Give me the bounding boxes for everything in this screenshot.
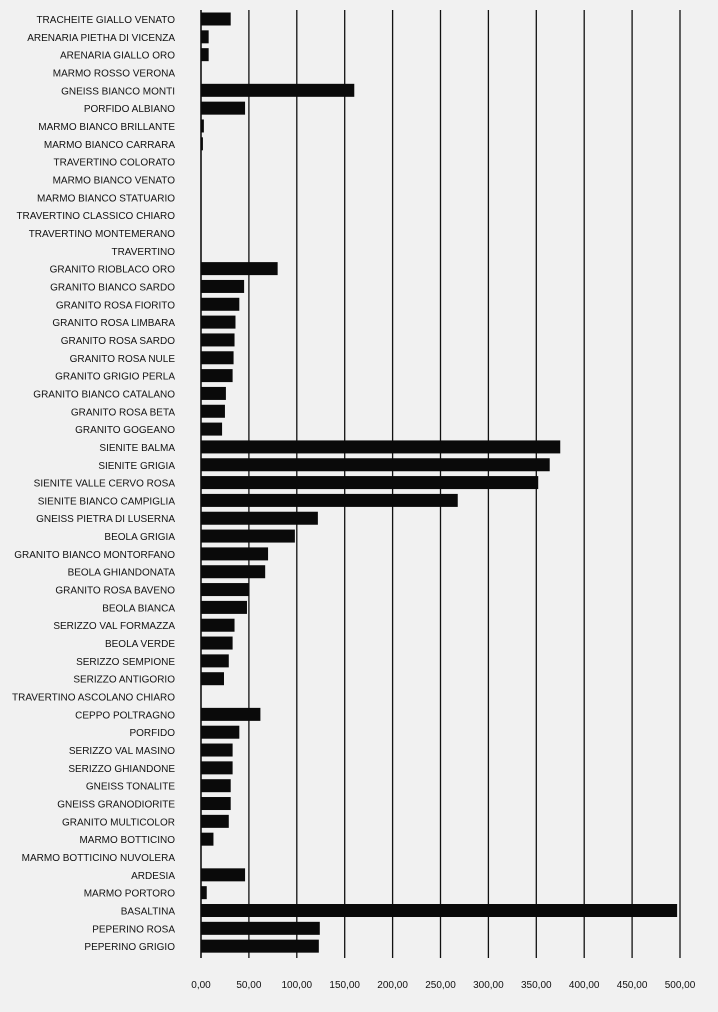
bar [201,458,550,471]
category-label: BEOLA BIANCA [102,603,175,615]
bar [201,904,677,917]
bar [201,333,235,346]
bar [201,476,538,489]
x-tick-label: 500,00 [664,980,696,991]
bar [201,298,239,311]
bar [201,280,244,293]
category-label: MARMO BIANCO STATUARIO [37,193,175,205]
bar [201,102,245,115]
category-label: MARMO ROSSO VERONA [52,68,175,80]
x-tick-label: 50,00 [236,980,262,991]
x-tick-label: 350,00 [521,980,552,991]
x-tick-label: 400,00 [568,980,600,991]
category-label: PORFIDO ALBIANO [83,104,175,116]
bar [201,440,560,453]
bar [201,601,247,614]
category-label: SERIZZO ANTIGORIO [73,674,175,686]
category-label: PORFIDO [129,728,175,740]
category-label: MARMO BOTTICINO NUVOLERA [21,853,175,865]
bar [201,868,245,881]
category-label: SIENITE GRIGIA [98,460,175,472]
bar [201,13,231,26]
category-label: GRANITO ROSA NULE [69,353,175,365]
bar [201,387,226,400]
bar [201,726,239,739]
category-label: TRAVERTINO MONTEMERANO [28,228,175,240]
bar [201,547,268,560]
category-label: GRANITO GOGEANO [75,425,175,437]
bar [201,583,249,596]
category-label: PEPERINO GRIGIO [84,942,175,954]
category-label: CEPPO POLTRAGNO [75,710,175,722]
category-label: GRANITO BIANCO CATALANO [33,389,175,401]
bar [201,744,233,757]
bar [201,316,235,329]
category-label: PEPERINO ROSA [92,924,175,936]
category-label: BEOLA VERDE [104,639,175,651]
category-label: TRAVERTINO ASCOLANO CHIARO [12,692,175,704]
category-label: BEOLA GHIANDONATA [67,567,175,579]
category-label: GRANITO ROSA BETA [70,407,175,419]
x-tick-label: 0,00 [191,980,211,991]
bar [201,922,320,935]
category-label: SIENITE VALLE CERVO ROSA [33,478,175,490]
category-label: ARDESIA [131,870,175,882]
x-tick-label: 100,00 [281,980,313,991]
bar [201,797,231,810]
category-label: SIENITE BIANCO CAMPIGLIA [37,496,175,508]
bar [201,262,278,275]
category-label: MARMO BIANCO VENATO [52,175,175,187]
category-label: TRACHEITE GIALLO VENATO [36,15,175,26]
category-label: GNEISS GRANODIORITE [57,799,175,811]
category-label: ARENARIA GIALLO ORO [59,50,175,62]
category-label: MARMO PORTORO [83,888,175,900]
category-label: TRAVERTINO COLORATO [53,157,175,169]
category-label: SERIZZO GHIANDONE [68,763,175,775]
bar [201,833,213,846]
x-tick-label: 250,00 [425,980,456,991]
bar [201,530,295,543]
bar [201,48,209,61]
category-label: TRAVERTINO [111,246,175,258]
category-label: GNEISS TONALITE [85,781,175,793]
category-label: GRANITO BIANCO MONTORFANO [14,549,175,561]
category-label: GRANITO ROSA FIORITO [55,300,175,312]
bar [201,137,203,150]
category-label: GRANITO ROSA BAVENO [55,585,175,597]
bar [201,761,233,774]
category-label: ARENARIA PIETHA DI VICENZA [27,32,175,44]
bar [201,940,319,953]
bar [201,84,354,97]
bar [201,619,235,632]
bar [201,637,233,650]
x-tick-label: 450,00 [616,980,648,991]
category-label: GRANITO MULTICOLOR [62,817,175,829]
bar [201,423,222,436]
x-tick-label: 200,00 [377,980,408,991]
category-label: TRAVERTINO CLASSICO CHIARO [16,211,175,223]
bar [201,119,204,132]
x-tick-label: 150,00 [329,980,360,991]
bar [201,779,231,792]
category-label: GNEISS BIANCO MONTI [61,86,175,98]
bar [201,654,229,667]
category-label: GRANITO RIOBLACO ORO [49,264,175,276]
category-label: GRANITO BIANCO SARDO [50,282,175,294]
bar [201,815,229,828]
category-label: GNEISS PIETRA DI LUSERNA [36,514,175,526]
bar [201,351,234,364]
x-tick-label: 300,00 [473,980,504,991]
category-label: BASALTINA [120,906,175,918]
category-label: SERIZZO VAL MASINO [68,746,175,758]
category-label: MARMO BIANCO BRILLANTE [38,121,175,133]
bar [201,708,260,721]
category-label: SERIZZO SEMPIONE [76,656,175,668]
bar [201,512,318,525]
category-label: SIENITE BALMA [99,442,175,454]
category-label: GRANITO ROSA LIMBARA [52,318,175,330]
bar [201,886,207,899]
category-label: MARMO BOTTICINO [79,835,175,847]
bar [201,30,209,43]
category-label: MARMO BIANCO CARRARA [43,139,175,151]
category-label: GRANITO ROSA SARDO [60,335,175,347]
bar [201,369,233,382]
category-label: GRANITO GRIGIO PERLA [55,371,175,383]
bar [201,494,458,507]
bar [201,565,265,578]
bar [201,405,225,418]
category-label: SERIZZO VAL FORMAZZA [53,621,175,633]
category-label: BEOLA GRIGIA [104,532,175,544]
bar [201,672,224,685]
